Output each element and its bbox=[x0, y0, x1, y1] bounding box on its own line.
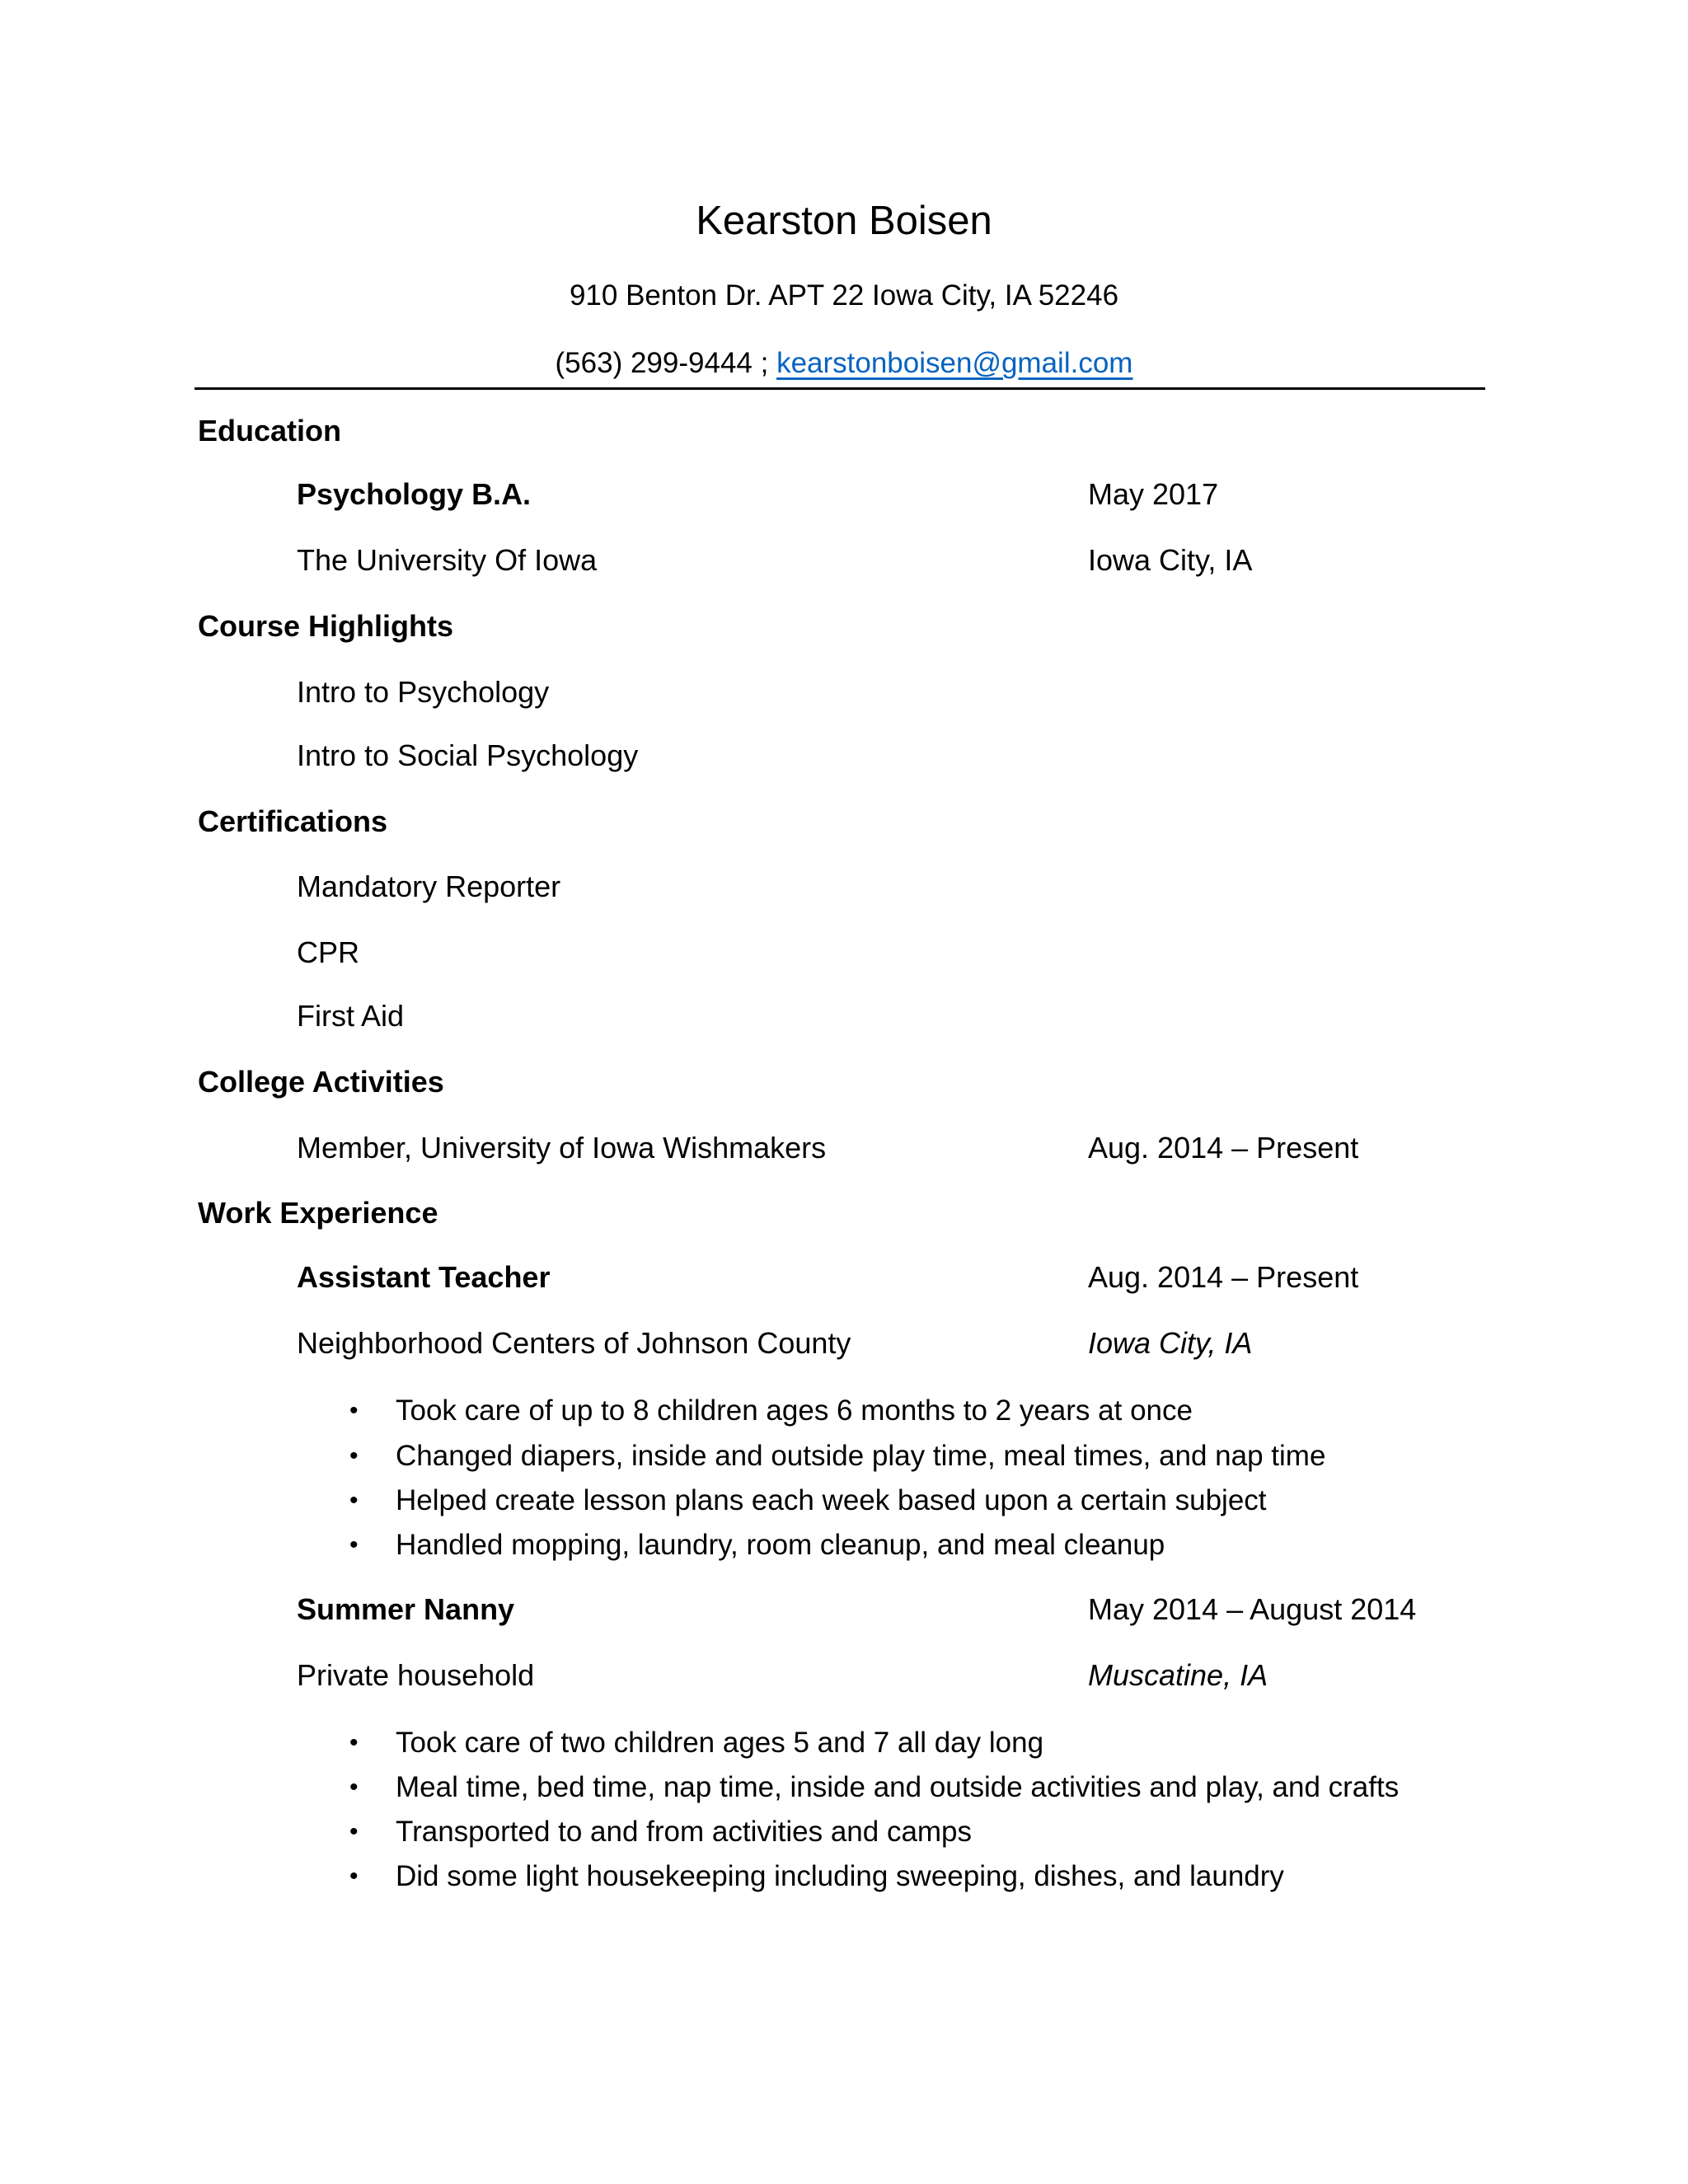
certification-item: First Aid bbox=[297, 999, 405, 1033]
school-location: Iowa City, IA bbox=[1088, 543, 1253, 577]
activity-date: Aug. 2014 – Present bbox=[1088, 1131, 1359, 1165]
course-item: Intro to Psychology bbox=[297, 675, 550, 709]
job-employer: Private household bbox=[297, 1658, 535, 1692]
job-location: Iowa City, IA bbox=[1088, 1326, 1253, 1360]
job-bullet: Meal time, bed time, nap time, inside and outside activities and play, and crafts bbox=[396, 1771, 1400, 1803]
job-title: Summer Nanny bbox=[297, 1592, 515, 1626]
work-heading: Work Experience bbox=[198, 1196, 438, 1230]
bullet-icon: • bbox=[349, 1863, 359, 1890]
job-location: Muscatine, IA bbox=[1088, 1658, 1268, 1692]
job-title: Assistant Teacher bbox=[297, 1260, 551, 1294]
email-link[interactable]: kearstonboisen@gmail.com bbox=[776, 347, 1133, 379]
bullet-icon: • bbox=[349, 1397, 359, 1424]
job-bullet: Helped create lesson plans each week based upon a certain subject bbox=[396, 1484, 1267, 1516]
bullet-icon: • bbox=[349, 1729, 359, 1756]
certification-item: CPR bbox=[297, 935, 360, 969]
bullet-icon: • bbox=[349, 1818, 359, 1845]
job-bullet: Transported to and from activities and camps bbox=[396, 1816, 973, 1848]
course-item: Intro to Social Psychology bbox=[297, 738, 639, 772]
bullet-icon: • bbox=[349, 1774, 359, 1801]
activities-heading: College Activities bbox=[198, 1065, 444, 1099]
phone: (563) 299-9444 ; bbox=[555, 347, 769, 379]
courses-heading: Course Highlights bbox=[198, 609, 454, 643]
bullet-icon: • bbox=[349, 1487, 359, 1514]
job-bullet: Took care of up to 8 children ages 6 months to 2 years at once bbox=[396, 1394, 1193, 1427]
contact-line bbox=[0, 349, 1688, 377]
header-divider bbox=[195, 387, 1485, 390]
job-date: May 2014 – August 2014 bbox=[1088, 1592, 1417, 1626]
job-date: Aug. 2014 – Present bbox=[1088, 1260, 1359, 1294]
job-bullet: Handled mopping, laundry, room cleanup, and meal cleanup bbox=[396, 1529, 1165, 1561]
education-heading: Education bbox=[198, 414, 342, 448]
graduation-date: May 2017 bbox=[1088, 477, 1219, 511]
school-name: The University Of Iowa bbox=[297, 543, 598, 577]
degree: Psychology B.A. bbox=[297, 477, 532, 511]
certification-item: Mandatory Reporter bbox=[297, 869, 561, 903]
activity-role: Member, University of Iowa Wishmakers bbox=[297, 1131, 827, 1165]
job-bullet: Changed diapers, inside and outside play time, meal times, and nap time bbox=[396, 1440, 1326, 1472]
address: 910 Benton Dr. APT 22 Iowa City, IA 52246 bbox=[569, 279, 1119, 312]
bullet-icon: • bbox=[349, 1531, 359, 1558]
resume-name: Kearston Boisen bbox=[696, 199, 992, 243]
certifications-heading: Certifications bbox=[198, 804, 388, 838]
job-bullet: Took care of two children ages 5 and 7 all day long bbox=[396, 1727, 1044, 1759]
job-employer: Neighborhood Centers of Johnson County bbox=[297, 1326, 851, 1360]
bullet-icon: • bbox=[349, 1442, 359, 1469]
job-bullet: Did some light housekeeping including sweeping, dishes, and laundry bbox=[396, 1860, 1284, 1892]
